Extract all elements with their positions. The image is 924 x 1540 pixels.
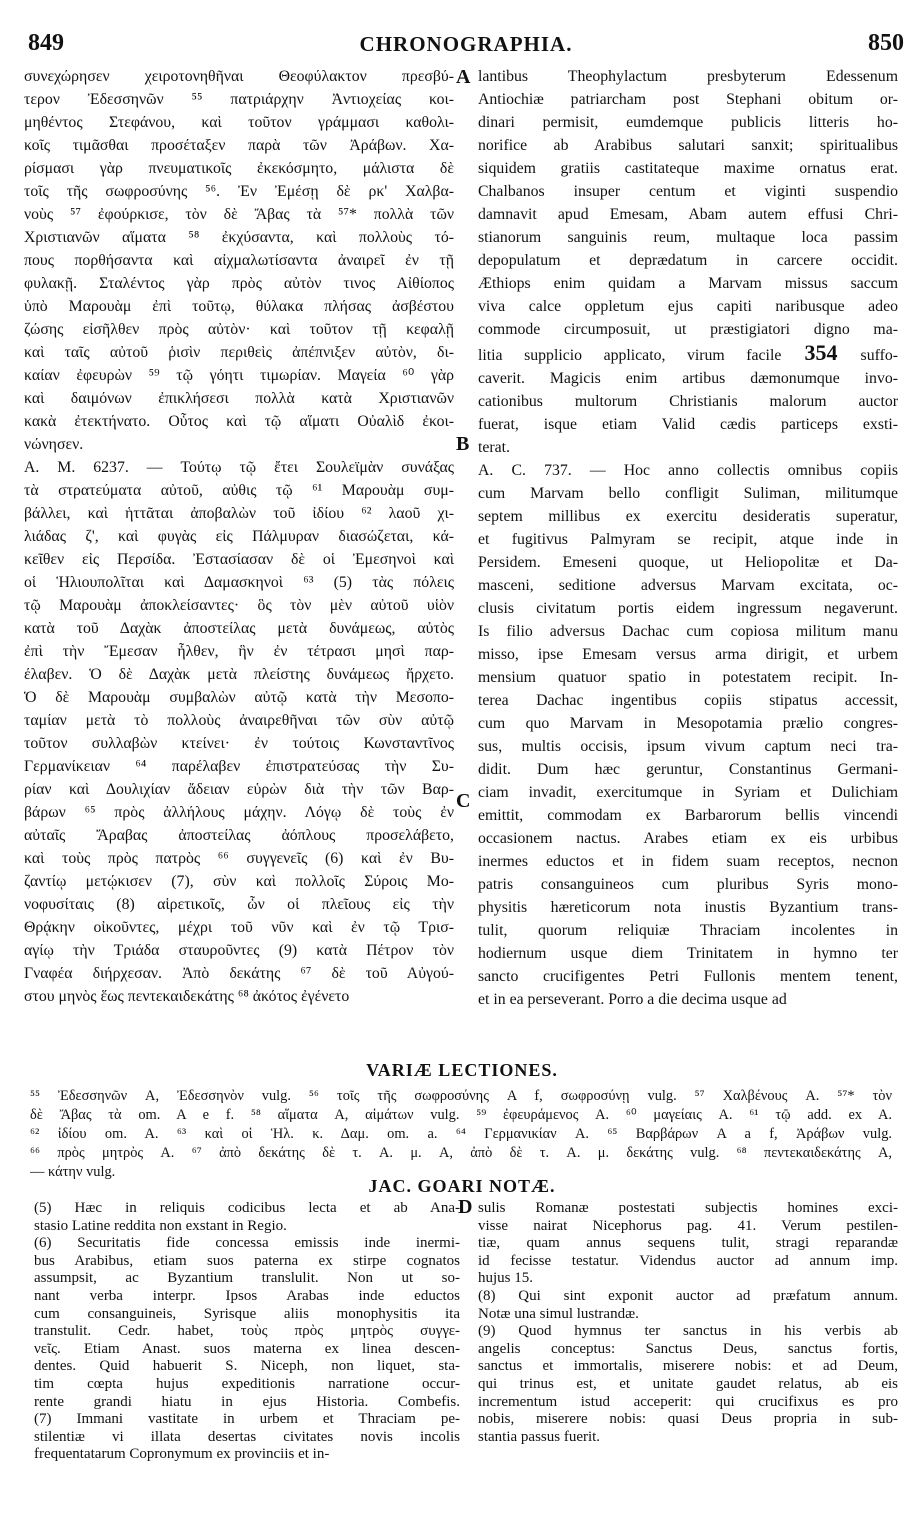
note-line: nobis, miserere nobis: quasi Deus propria in sub- [478, 1411, 898, 1428]
latin-text-line: occasionem nactus. Arabes etiam ex eis urbibus [478, 830, 898, 847]
note-line: (6) Securitatis fide concessa emissis inde inermi- [34, 1235, 460, 1252]
note-line: (8) Qui sint exponit auctor ad præfatum annum. [478, 1287, 898, 1304]
variant-reading-line: ⁶² ἰδίου om. A. ⁶³ καὶ οἱ Ἡλ. κ. Δαμ. om. a. ⁶⁴ Γερμανικίαν A. ⁶⁵ Βαρβάρων A a f, Ἀράβων vulg. [30, 1126, 892, 1142]
greek-text-line: A. M. 6237. — Τούτῳ τῷ ἔτει Σουλεϊμὰν συνάξας [24, 459, 454, 476]
greek-text-line: νοὺς ⁵⁷ ἐφούρκισε, τὸν δὲ Ἄβας τὰ ⁵⁷* πολλὰ τῶν [24, 206, 454, 223]
greek-text-column [24, 65, 454, 1008]
greek-text-line: καὶ ταῖς αὐτοῦ ῥισὶν περιθεὶς ἀπέπνιξεν αὐτὸν, δι- [24, 344, 454, 361]
greek-text-line: νοφυσίταις (8) αἱρετικοῖς, ὧν οἱ πλεῖους εἰς τὴν [24, 896, 454, 913]
note-line: tiæ, quam annus sequens tulit, stragi reparandæ [478, 1235, 898, 1252]
greek-text-line: Θρᾴκην οἰκοῦντες, μέχρι τοῦ νῦν καὶ ἐν τῷ Τρισ- [24, 919, 454, 936]
note-line: frequentatarum Copronymum ex provinciis et in- [34, 1446, 330, 1463]
latin-text-line: fuerat, isque etiam Valid cædis particeps exsti- [478, 416, 898, 433]
note-line: rente grandi hiatu in ejus Historia. Combefis. [34, 1393, 460, 1410]
note-line: stilentiæ vi illata desertas civitates novis incolis [34, 1428, 460, 1445]
greek-text-line: αὐταῖς Ἄραβας ἀποστείλας ἀόπλους προσελάβετο, [24, 827, 454, 844]
latin-text-line: mensium quatuor spatio in potestatem recipit. In- [478, 669, 898, 686]
variant-reading-line: ⁶⁶ πρὸς μητρὸς A. ⁶⁷ ἀπὸ δεκάτης δὲ τ. A. μ. A, ἀπὸ δὲ τ. A. μ. δεκάτης vulg. ⁶⁸ πεντεκαιδεκάτης A, [30, 1145, 892, 1161]
greek-text-line: τερον Ἐδεσσηνῶν ⁵⁵ πατριάρχην Ἀντιοχείας κοι- [24, 91, 454, 108]
greek-text-line: έλαβεν. Ὁ δὲ Δαχὰκ μετὰ πλείστης δυνάμεως ἤρχετο. [24, 666, 454, 683]
latin-text-line: Chalbanos insuper centum et viginti suspendio [478, 183, 898, 200]
note-line: nant verba interpr. Ipsos Arabas inde eductos [34, 1287, 460, 1304]
note-line: tim cœpta hujus expeditionis narratione occur- [34, 1375, 460, 1392]
latin-text-line: inermes eductos et in fidem suam receptos, necnon [478, 853, 898, 870]
greek-text-line: βάλλει, καὶ ἡττᾶται ἀποβαλὼν τοῦ ἰδίου ⁶² λαοῦ χι- [24, 505, 454, 522]
latin-text-line: siquidem gratiis castitateque maxime ornatus erat. [478, 160, 898, 177]
greek-text-line: βάρων ⁶⁵ πρὸς ἀλλήλους μάχην. Λόγῳ δὲ τοὺς ἐν [24, 804, 454, 821]
variant-reading-line: ⁵⁵ Ἐδεσσηνῶν A, Ἐδεσσηνὸν vulg. ⁵⁶ τοῖς τῆς σωφροσύνης A f, σωφροσύνῃ vulg. ⁵⁷ Χαλβένους A. ⁵⁷* τὸν [30, 1088, 892, 1104]
latin-text-line: tulit, quorum reliquiæ Thraciam incolentes in [478, 922, 898, 939]
note-line: transtulit. Cedr. habet, τοὺς πρὸς μητρὸς συγγε- [34, 1323, 460, 1340]
greek-text-line: μηθέντος Στεφάνου, καὶ τοῦτον γράμμασι καθολι- [24, 114, 454, 131]
note-line: νεῖς. Etiam Anast. suos materna ex linea descen- [34, 1340, 460, 1357]
latin-text-line: ciam invadit, exercitumque in Syriam et Dulichiam [478, 784, 898, 801]
latin-text-line: clusis civitatum portis eidem ingressum negaverunt. [478, 600, 898, 617]
greek-text-line: τὰ στρατεύματα αὐτοῦ, αὐθις τῷ ⁶¹ Μαρουὰμ συμ- [24, 482, 454, 499]
page-header [28, 30, 904, 60]
note-line: Notæ una simul lustrandæ. [478, 1305, 639, 1322]
greek-text-line: ρίαν καὶ Δουλιχίαν ἄδειαν εὑρὼν διὰ τὴν τῶν Βαρ- [24, 781, 454, 798]
greek-text-line: ἐπὶ τὴν Ἔμεσαν ἦλθεν, ἣν ἐν τέτρασι μησὶ παρ- [24, 643, 454, 660]
greek-text-line: τοῖς τῆς σωφροσύνης ⁵⁶. Ἐν Ἐμέσῃ δὲ ρκ' Χαλβα- [24, 183, 454, 200]
latin-text-line: terea Dachac ingentibus copiis stipatus accessit, [478, 692, 898, 709]
latin-text-line: viva calce oppletum ejus capiti naribusque adeo [478, 298, 898, 315]
latin-text-line: et in ea perseverant. Porro a die decima usque ad [478, 991, 787, 1008]
latin-text-line: depopulatum et deprædatum in carcere occidit. [478, 252, 898, 269]
variant-reading-line: — κάτην vulg. [30, 1164, 116, 1180]
latin-text-line: terat. [478, 439, 511, 456]
note-line: dentes. Quid habuerit S. Niceph, non liquet, sta- [34, 1358, 460, 1375]
greek-text-line: Ὁ δὲ Μαρουὰμ συμβαλὼν αὐτῷ κατὰ τὴν Μεσοπο- [24, 689, 454, 706]
note-line: incrementum istud acceperit: qui crucifixus es pro [478, 1393, 898, 1410]
greek-text-line: Χριστιανῶν αἵματα ⁵⁸ ἐκχύσαντα, καὶ πολλοὺς τό- [24, 229, 454, 246]
variant-reading-line: δὲ Ἄβας τὰ om. A e f. ⁵⁸ αἵματα A, αἱμάτων vulg. ⁵⁹ ἐφευράμενος A. ⁶⁰ μαγείαις A. ⁶¹ τῷ add. ex A. [30, 1107, 892, 1123]
note-line: cum consanguineis, Syrisque aliis monophysitis ita [34, 1305, 460, 1322]
latin-text-line: litia supplicio applicato, virum facile 354 suffo- [478, 341, 898, 365]
latin-text-line: cationibus multorum Christianis malorum auctor [478, 393, 898, 410]
latin-text-line: norifice ab Arabibus salutari sanxit; spiritualibus [478, 137, 898, 154]
note-line: visse nairat Nicephorus pag. 41. Verum pestilen- [478, 1217, 898, 1234]
latin-text-column [478, 65, 898, 1011]
notes-left-column [34, 1200, 460, 1464]
greek-text-line: κατὰ τοῦ Δαχὰκ ἀποστείλας μετὰ δυνάμεως, αὐτὸς [24, 620, 454, 637]
latin-text-line: caverit. Magicis enim artibus dæmonumque invo- [478, 370, 898, 387]
greek-text-line: κοῖς τιμᾶσθαι προσέταξεν παρὰ τῶν Ἀράβων. Χα- [24, 137, 454, 154]
greek-text-line: νώνησεν. [24, 436, 84, 453]
latin-text-fragment: suffo- [860, 347, 898, 364]
greek-text-line: οἱ Ἡλιουπολῖται καὶ Δαμασκηνοὶ ⁶³ (5) τὰς πόλεις [24, 574, 454, 591]
latin-text-line: physitis hæreticorum nota inustis Byzantium trans- [478, 899, 898, 916]
greek-text-line: αγίῳ τὴν Τριάδα σταυροῦντες (9) κατὰ Πέτρον τὸν [24, 942, 454, 959]
greek-text-line: τοῦτον συλλαβὼν κτείνει· ἐν τούτοις Κωνσταντῖνος [24, 735, 454, 752]
greek-text-line: Γναφέα διήρχεσαν. Ἀπὸ δεκάτης ⁶⁷ δὲ τοῦ Αὐγού- [24, 965, 454, 982]
latin-text-line: A. C. 737. — Hoc anno collectis omnibus copiis [478, 462, 898, 479]
note-line: stantia passus fuerit. [478, 1428, 601, 1445]
note-line: stasio Latine reddita non exstant in Regio. [34, 1217, 287, 1234]
greek-text-line: λιάδας ζ', καὶ φυγὰς εἰς Πάλμυραν διασώζεται, κά- [24, 528, 454, 545]
latin-text-line: stianorum sanguinis reum, multaque loca passim [478, 229, 898, 246]
margin-marker-d: D [458, 1196, 473, 1218]
greek-text-line: ταμίαν μετὰ τὸ πολλοὺς ἀναιρεθῆναι τῶν σὺν αὐτῷ [24, 712, 454, 729]
latin-text-line: hodiernum usque diem Trinitatem in hymno ter [478, 945, 898, 962]
note-line: assumpsit, ac Byzantium translulit. Non ut so- [34, 1270, 460, 1287]
note-line: angelis conceptus: Sanctus Deus, sanctus fortis, [478, 1340, 898, 1357]
running-title: CHRONOGRAPHIA. [359, 32, 573, 56]
note-line: sulis Romanæ postestati subjectis homines exci- [478, 1200, 898, 1216]
latin-text-line: Antiochiæ patriarcham post Stephani obitum or- [478, 91, 898, 108]
margin-marker-b: B [456, 433, 470, 455]
variae-lectiones-title: VARIÆ LECTIONES. [366, 1060, 558, 1080]
latin-text-line: et fugitivus Palmyram se recipit, atque inde in [478, 531, 898, 548]
note-line: qui trinus est, et unitate gaudet relatus, ab eis [478, 1375, 898, 1392]
latin-text-line: cum Marvam bello confligit Suliman, militumque [478, 485, 898, 502]
column-number-354: 354 [781, 341, 861, 365]
latin-text-line: septem millibus ex exercitu desideratis superatur, [478, 508, 898, 525]
latin-text-line: patris consanguineos cum pluribus Syris mono- [478, 876, 898, 893]
latin-text-line: dinari permisit, eumdemque publicis litteris ho- [478, 114, 898, 131]
note-line: id fecisse testatur. Videndus auctor ad annum imp. [478, 1252, 898, 1269]
latin-text-line: damnavit apud Emesam, Abam autem effusi Chri- [478, 206, 898, 223]
greek-text-line: ζώσης εἰσῆλθεν πρὸς αὐτὸν· καὶ τοῦτον τῇ κεφαλῇ [24, 321, 454, 338]
note-line: bus Arabibus, etiam suos paterna ex stirpe cognatos [34, 1252, 460, 1269]
page-number-left: 849 [28, 30, 64, 56]
latin-text-line: Æthiops enim quidam a Marvam missus saccum [478, 275, 898, 292]
greek-text-line: κακὰ ἐτεκτήνατο. Οὗτος καὶ τῷ αἵματι Οὐαλὶδ ἐκοι- [24, 413, 454, 430]
latin-text-line: didit. Dum hæc geruntur, Constantinus Germani- [478, 761, 898, 778]
greek-text-line: πους πορθήσαντα καὶ αἰχμαλωτίσαντα ἀναιρεῖ ἐν τῇ [24, 252, 454, 269]
greek-text-line: στου μηνὸς ἕως πεντεκαιδεκάτης ⁶⁸ ἀκότος ἐγένετο [24, 988, 350, 1005]
greek-text-line: τῷ Μαρουὰμ ἀποκλείσαντες· ὃς τὸν μὲν αὐτοῦ υἱὸν [24, 597, 454, 614]
latin-text-line: lantibus Theophylactum presbyterum Edessenum [478, 68, 898, 85]
greek-text-line: Γερμανίκειαν ⁶⁴ παρέλαβεν ἐπιστρατεύσας τὴν Συ- [24, 758, 454, 775]
notes-title: JAC. GOARI NOTÆ. [368, 1176, 556, 1196]
latin-text-line: sus, multis occisis, ipsum vivum captum neci tra- [478, 738, 898, 755]
latin-text-line: Persidem. Emeseni quoque, ut Heliopolitæ et Da- [478, 554, 898, 571]
note-line: (9) Quod hymnus ter sanctus in his verbis ab [478, 1323, 898, 1340]
latin-text-line: cum quo Marvam in Mesopotamia prælio congres- [478, 715, 898, 732]
latin-text-line: masceni, seditione adversus Marvam excitata, oc- [478, 577, 898, 594]
greek-text-line: κεῖθεν εἰς Περσίδα. Ἐστασίασαν δὲ οἱ Ἐμεσηνοὶ καὶ [24, 551, 454, 568]
greek-text-line: ζαντίῳ μετῴκισεν (7), σὺν καὶ πολλοῖς Σύροις Μο- [24, 873, 454, 890]
latin-text-line: Is filio adversus Dachac cum copiosa militum manu [478, 623, 898, 640]
variae-lectiones-block [30, 1087, 892, 1182]
note-line: (7) Immani vastitate in urbem et Thraciam pe- [34, 1411, 460, 1428]
note-line: hujus 15. [478, 1270, 534, 1287]
greek-text-line: ὑπὸ Μαρουὰμ ἐπὶ τοῦτῳ, θύλακα πλήσας ἀσβέστου [24, 298, 454, 315]
latin-text-line: sancto crucifigentes Petri Fullonis mentem tenent, [478, 968, 898, 985]
margin-marker-c: C [456, 790, 471, 812]
note-line: (5) Hæc in reliquis codicibus lecta et ab Ana- [34, 1200, 460, 1216]
margin-marker-a: A [456, 66, 471, 88]
greek-text-line: καὶ τοὺς πρὸς πατρὸς ⁶⁶ συγγενεῖς (6) καὶ ἐν Βυ- [24, 850, 454, 867]
greek-text-line: συνεχώρησεν χειροτονηθῆναι Θεοφύλακτον πρεσβύ- [24, 68, 454, 85]
greek-text-line: καὶ δαιμόνων ἐπικλήσεσι πολλὰ κατὰ Χριστιανῶν [24, 390, 454, 407]
latin-text-line: misso, ipse Emesam versus arma dirigit, et urbem [478, 646, 898, 663]
latin-text-line: commode circumposuit, ut præstigiatori digno ma- [478, 321, 898, 338]
greek-text-line: ρίσμασι γὰρ πνευματικοῖς ἐκεκόσμητο, μάλιστα δὲ [24, 160, 454, 177]
page-number-right: 850 [868, 30, 904, 56]
greek-text-line: καίαν ἐφευρὼν ⁵⁹ τῷ γόητι τιμωρίαν. Μαγεία ⁶⁰ γὰρ [24, 367, 454, 384]
note-line: sanctus et immortalis, miserere nobis: et ad Deum, [478, 1358, 898, 1375]
latin-text-line: emittit, commodam ex Barbarorum bellis vincendi [478, 807, 898, 824]
greek-text-line: φυλακῇ. Σταλέντος γὰρ πρὸς αὐτὸν τινος Αἰθίοπος [24, 275, 454, 292]
notes-right-column [478, 1200, 898, 1446]
